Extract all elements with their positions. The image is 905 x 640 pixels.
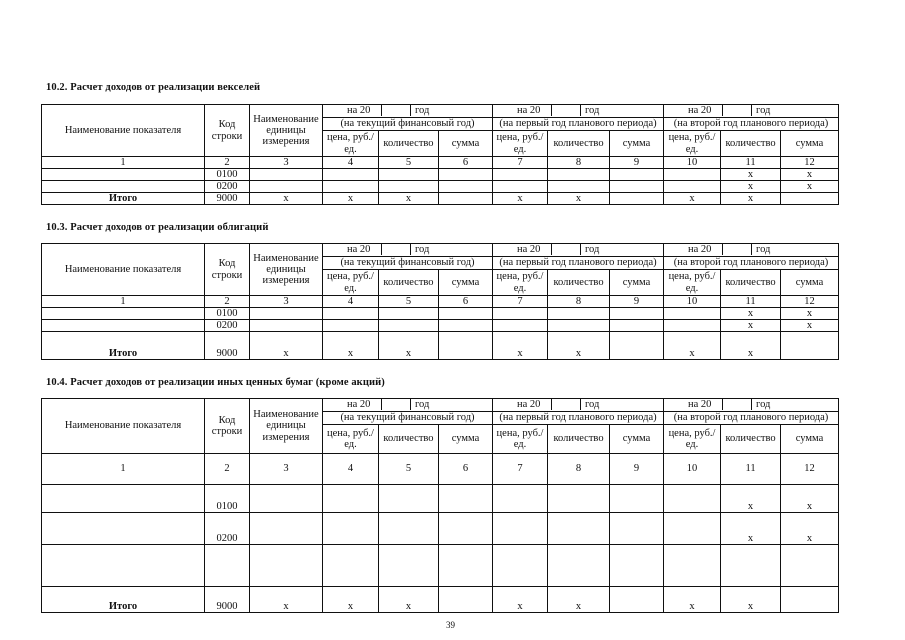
table-row (42, 545, 839, 587)
period-current: (на текущий финансовый год) (323, 257, 493, 270)
year-box (722, 104, 752, 116)
period-first: (на первый год планового периода) (493, 412, 664, 425)
header-qty: количество (721, 425, 781, 454)
year-box (722, 243, 752, 255)
period-current: (на текущий финансовый год) (323, 118, 493, 131)
header-price: цена, руб./ед. (664, 131, 721, 157)
header-sum: сумма (610, 131, 664, 157)
header-sum: сумма (439, 270, 493, 296)
table-10-3 (41, 243, 839, 360)
header-name: Наименование показателя (42, 105, 205, 157)
table-row: 0200 x x (42, 513, 839, 545)
period-second: (на второй год планового периода) (664, 118, 839, 131)
col-number-row: 1 2 3 4 5 6 7 8 9 10 11 12 (42, 454, 839, 485)
header-price: цена, руб./ед. (664, 425, 721, 454)
year-box (381, 104, 411, 116)
table-row: 0200 x x (42, 320, 839, 332)
year-box (551, 398, 581, 410)
header-sum: сумма (439, 425, 493, 454)
section-title-10-4: 10.4. Расчет доходов от реализации иных ценных бумаг (кроме акций) (46, 377, 385, 388)
year-header-first: на 20 год (493, 399, 664, 412)
year-header-second: на 20 год (664, 399, 839, 412)
year-header-first: на 20 год (493, 244, 664, 257)
total-row: Итого 9000 x x x x x x x (42, 193, 839, 205)
header-unit: Наименование единицы измерения (250, 105, 323, 157)
table-row: 0100 x x (42, 308, 839, 320)
header-unit: Наименование единицы измерения (250, 399, 323, 454)
year-header-current: на 20 год (323, 399, 493, 412)
header-name: Наименование показателя (42, 244, 205, 296)
header-qty: количество (721, 270, 781, 296)
year-box (551, 104, 581, 116)
table-row: 0200 x x (42, 181, 839, 193)
section-title-10-3: 10.3. Расчет доходов от реализации облигаций (46, 222, 269, 233)
period-second: (на второй год планового периода) (664, 412, 839, 425)
header-name: Наименование показателя (42, 399, 205, 454)
header-price: цена, руб./ед. (323, 425, 379, 454)
header-sum: сумма (439, 131, 493, 157)
header-qty: количество (379, 131, 439, 157)
period-current: (на текущий финансовый год) (323, 412, 493, 425)
year-box (551, 243, 581, 255)
table-10-4 (41, 398, 839, 613)
period-first: (на первый год планового периода) (493, 257, 664, 270)
header-price: цена, руб./ед. (664, 270, 721, 296)
header-unit: Наименование единицы измерения (250, 244, 323, 296)
year-header-second: на 20 год (664, 105, 839, 118)
header-price: цена, руб./ед. (493, 270, 548, 296)
header-code: Код строки (205, 399, 250, 454)
header-sum: сумма (610, 425, 664, 454)
header-price: цена, руб./ед. (493, 425, 548, 454)
year-box (381, 398, 411, 410)
table-row: 0100 x x (42, 169, 839, 181)
header-sum: сумма (781, 131, 839, 157)
header-qty: количество (379, 270, 439, 296)
section-title-10-2: 10.2. Расчет доходов от реализации векселей (46, 82, 261, 93)
period-second: (на второй год планового периода) (664, 257, 839, 270)
header-sum: сумма (781, 425, 839, 454)
col-number-row: 1 2 3 4 5 6 7 8 9 10 11 12 (42, 157, 839, 169)
header-qty: количество (548, 425, 610, 454)
col-number-row: 1 2 3 4 5 6 7 8 9 10 11 12 (42, 296, 839, 308)
header-sum: сумма (781, 270, 839, 296)
period-first: (на первый год планового периода) (493, 118, 664, 131)
total-row: Итого 9000 x x x x x x x (42, 332, 839, 360)
year-header-first: на 20 год (493, 105, 664, 118)
header-code: Код строки (205, 244, 250, 296)
year-box (722, 398, 752, 410)
year-box (381, 243, 411, 255)
header-price: цена, руб./ед. (323, 131, 379, 157)
year-header-current: на 20 год (323, 244, 493, 257)
year-header-current: на 20 год (323, 105, 493, 118)
header-sum: сумма (610, 270, 664, 296)
header-price: цена, руб./ед. (323, 270, 379, 296)
header-code: Код строки (205, 105, 250, 157)
page-number: 39 (446, 620, 455, 630)
header-price: цена, руб./ед. (493, 131, 548, 157)
header-qty: количество (548, 270, 610, 296)
header-qty: количество (548, 131, 610, 157)
header-qty: количество (379, 425, 439, 454)
header-qty: количество (721, 131, 781, 157)
year-header-second: на 20 год (664, 244, 839, 257)
table-10-2 (41, 104, 839, 205)
table-row: 0100 x x (42, 485, 839, 513)
total-row: Итого 9000 x x x x x x x (42, 587, 839, 613)
